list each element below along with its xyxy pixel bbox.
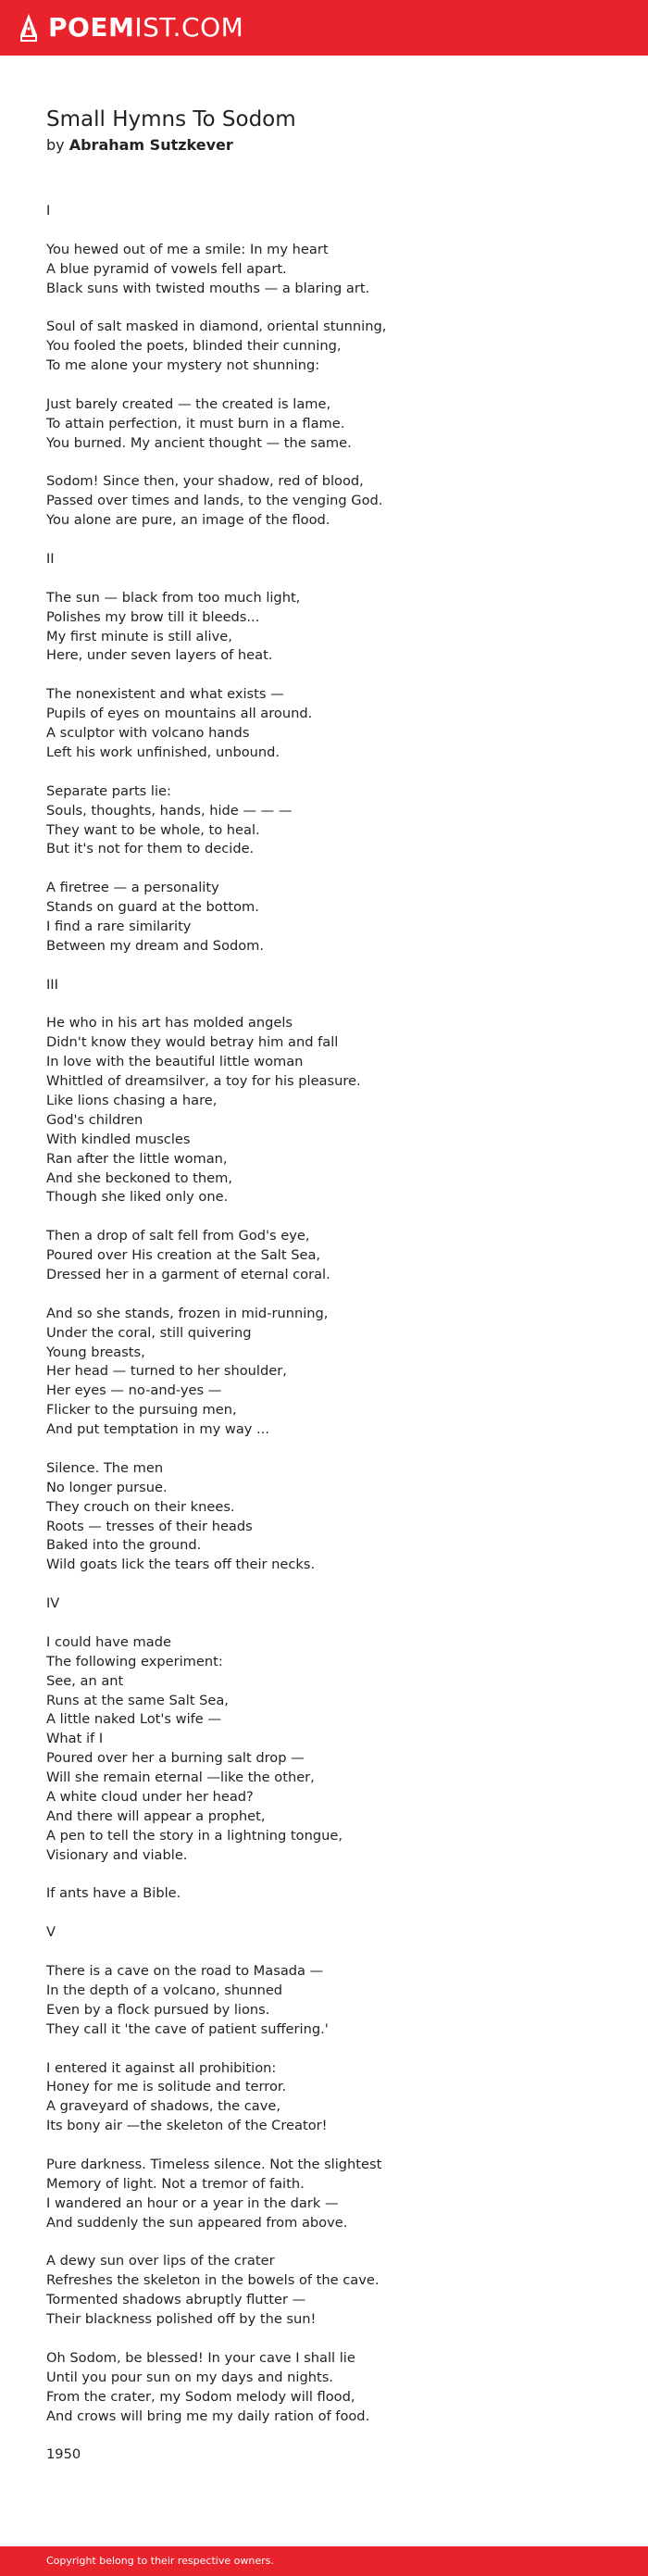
poem-line: If ants have a Bible. [46, 1885, 181, 1902]
poem-stanza [46, 1633, 602, 1866]
poem-line: You burned. My ancient thought — the same. [46, 434, 352, 451]
poem-line: I wandered an hour or a year in the dark — [46, 2195, 339, 2211]
poem-stanza [46, 1459, 602, 1575]
poem-line: Her eyes — no-and-yes — [46, 1382, 222, 1399]
poem-line: I find a rare similarity [46, 918, 192, 934]
poem-line: God's children [46, 1111, 143, 1128]
poem-line: There is a cave on the road to Masada — [46, 1963, 324, 1980]
poem-stanza [46, 1594, 602, 1614]
poem-stanza [46, 1227, 602, 1285]
poem-line: III [46, 976, 58, 993]
poem-line: IV [46, 1595, 60, 1612]
poem-line: Like lions chasing a hare, [46, 1092, 218, 1108]
poem-line: In the depth of a volcano, shunned [46, 1982, 283, 1998]
poem-line: Its bony air —the skeleton of the Creator! [46, 2118, 328, 2134]
poem-line: They want to be whole, to heal. [46, 821, 260, 838]
poem-line: Until you pour sun on my days and nights. [46, 2369, 333, 2385]
poem-line: 1950 [46, 2446, 81, 2463]
footer-copyright: Copyright belong to their respective owners. [46, 2555, 274, 2567]
poem-line: Tormented shadows abruptly flutter — [46, 2292, 306, 2308]
poem-stanza [46, 1962, 602, 2040]
poem-line: Left his work unfinished, unbound. [46, 744, 280, 760]
poem-line: A firetree — a personality [46, 880, 219, 896]
poem-line: And so she stands, frozen in mid-running, [46, 1305, 329, 1321]
poem-stanza [46, 589, 602, 667]
poem-line: Whittled of dreamsilver, a toy for his pleasure. [46, 1073, 361, 1090]
poem-line: To attain perfection, it must burn in a flame. [46, 415, 345, 431]
poem-line: Under the coral, still quivering [46, 1324, 252, 1341]
poem-line: And crows will bring me my daily ration of food. [46, 2407, 370, 2424]
poem-line: Just barely created — the created is lame, [46, 395, 331, 412]
poem-line: In love with the beautiful little woman [46, 1054, 304, 1070]
poem-line: II [46, 551, 55, 568]
poem-line: My first minute is still alive, [46, 628, 232, 644]
poem-stanza [46, 550, 602, 569]
poem-stanza [46, 2059, 602, 2137]
poem-stanza [46, 879, 602, 957]
poem-title: Small Hymns To Sodom [46, 107, 296, 131]
poem-stanza [46, 1923, 602, 1943]
pen-nib-icon [19, 13, 39, 43]
poem-line: What if I [46, 1731, 104, 1747]
poem-line: But it's not for them to decide. [46, 841, 255, 857]
poem-line: Though she liked only one. [46, 1189, 229, 1206]
poem-line: You hewed out of me a smile: In my heart [46, 241, 329, 257]
poem-line: Stands on guard at the bottom. [46, 899, 259, 916]
poem-line: A blue pyramid of vowels fell apart. [46, 260, 287, 277]
poem-line: Passed over times and lands, to the venging God. [46, 493, 383, 509]
poem-line: See, an ant [46, 1672, 124, 1689]
poem-line: Will she remain eternal —like the other, [46, 1769, 315, 1786]
poem-line: A graveyard of shadows, the cave, [46, 2098, 280, 2115]
poem-stanza [46, 2445, 602, 2465]
poem-line: Refreshes the skeleton in the bowels of the cave. [46, 2272, 380, 2289]
poem-line: Between my dream and Sodom. [46, 937, 265, 954]
logo-wordmark [48, 13, 243, 43]
poem-stanza [46, 1014, 602, 1207]
poem-line: Even by a flock pursued by lions. [46, 2001, 270, 2018]
poem-line: Roots — tresses of their heads [46, 1518, 253, 1534]
poem-line: From the crater, my Sodom melody will flood, [46, 2388, 355, 2405]
poem-line: Baked into the ground. [46, 1537, 202, 1554]
poem-line: Honey for me is solitude and terror. [46, 2079, 287, 2095]
poem-stanza [46, 318, 602, 376]
poem-line: They call it 'the cave of patient suffering.' [46, 2020, 329, 2037]
poem-line: Polishes my brow till it bleeds... [46, 608, 260, 625]
poem-body [46, 202, 602, 2484]
poem-line: With kindled muscles [46, 1131, 191, 1147]
poem-line: Soul of salt masked in diamond, oriental stunning, [46, 319, 387, 335]
poem-stanza [46, 202, 602, 221]
poem-line: I [46, 203, 51, 219]
poem-stanza [46, 1305, 602, 1440]
poem-line: Souls, thoughts, hands, hide — — — [46, 802, 293, 819]
poem-line: Poured over His creation at the Salt Sea, [46, 1247, 321, 1264]
poem-line: Memory of light. Not a tremor of faith. [46, 2175, 305, 2192]
poem-line: Oh Sodom, be blessed! In your cave I shall lie [46, 2349, 355, 2366]
poem-author-link[interactable]: Abraham Sutzkever [69, 136, 233, 154]
poem-line: V [46, 1924, 56, 1941]
poem-line: Separate parts lie: [46, 782, 171, 799]
poem-line: Visionary and viable. [46, 1846, 188, 1863]
poem-line: A pen to tell the story in a lightning tongue, [46, 1827, 343, 1844]
poem-line: And suddenly the sun appeared from above. [46, 2214, 348, 2231]
poem-line: A little naked Lot's wife — [46, 1711, 221, 1728]
poem-line: Black suns with twisted mouths — a blaring art. [46, 280, 370, 296]
poem-stanza [46, 782, 602, 860]
poem-line: And there will appear a prophet, [46, 1807, 266, 1824]
site-header [0, 0, 648, 56]
poem-line: A sculptor with volcano hands [46, 725, 250, 742]
poem-line: You alone are pure, an image of the flood. [46, 512, 330, 529]
poem-line: He who in his art has molded angels [46, 1015, 293, 1032]
poem-line: To me alone your mystery not shunning: [46, 357, 320, 374]
poem-stanza [46, 685, 602, 763]
poem-stanza [46, 2156, 602, 2233]
poem-line: The following experiment: [46, 1653, 223, 1669]
poem-line: Pure darkness. Timeless silence. Not the slightest [46, 2156, 382, 2172]
poem-line: You fooled the poets, blinded their cunning, [46, 338, 342, 355]
poem-line: No longer pursue. [46, 1479, 168, 1495]
poem-byline [46, 135, 233, 156]
poem-line: Ran after the little woman, [46, 1150, 228, 1167]
poem-line: Runs at the same Salt Sea, [46, 1692, 229, 1708]
poem-line: Young breasts, [46, 1344, 145, 1360]
poem-line: They crouch on their knees. [46, 1498, 235, 1515]
poem-stanza [46, 472, 602, 531]
poem-line: Here, under seven layers of heat. [46, 647, 273, 664]
poem-line: The sun — black from too much light, [46, 589, 301, 606]
site-logo[interactable] [19, 12, 243, 44]
poem-line: I entered it against all prohibition: [46, 2059, 277, 2076]
poem-line: The nonexistent and what exists — [46, 686, 284, 703]
poem-stanza [46, 2349, 602, 2427]
poem-line: Her head — turned to her shoulder, [46, 1363, 287, 1380]
poem-line: Didn't know they would betray him and fall [46, 1034, 339, 1051]
poem-stanza [46, 241, 602, 299]
poem-line: Flicker to the pursuing men, [46, 1402, 237, 1419]
poem-line: Silence. The men [46, 1459, 164, 1476]
poem-line: Pupils of eyes on mountains all around. [46, 706, 313, 722]
poem-line: And she beckoned to them, [46, 1169, 232, 1186]
poem-line: A dewy sun over lips of the crater [46, 2253, 275, 2270]
site-footer [0, 2546, 648, 2576]
logo-wordmark-bold: POEM [48, 12, 135, 43]
poem-line: A white cloud under her head? [46, 1789, 254, 1806]
poem-stanza [46, 395, 602, 454]
logo-wordmark-light: IST.COM [134, 12, 244, 43]
byline-prefix: by [46, 136, 65, 154]
poem-stanza [46, 2252, 602, 2330]
poem-line: Dressed her in a garment of eternal coral. [46, 1266, 330, 1282]
poem-line: And put temptation in my way ... [46, 1421, 269, 1438]
poem-line: Wild goats lick the tears off their necks. [46, 1557, 316, 1573]
poem-line: I could have made [46, 1633, 171, 1650]
poem-stanza [46, 1884, 602, 1904]
poem-line: Their blackness polished off by the sun! [46, 2311, 317, 2328]
poem-line: Then a drop of salt fell from God's eye, [46, 1228, 310, 1244]
poem-line: Poured over her a burning salt drop — [46, 1750, 305, 1767]
poem-stanza [46, 976, 602, 995]
poem-line: Sodom! Since then, your shadow, red of blood, [46, 473, 364, 490]
